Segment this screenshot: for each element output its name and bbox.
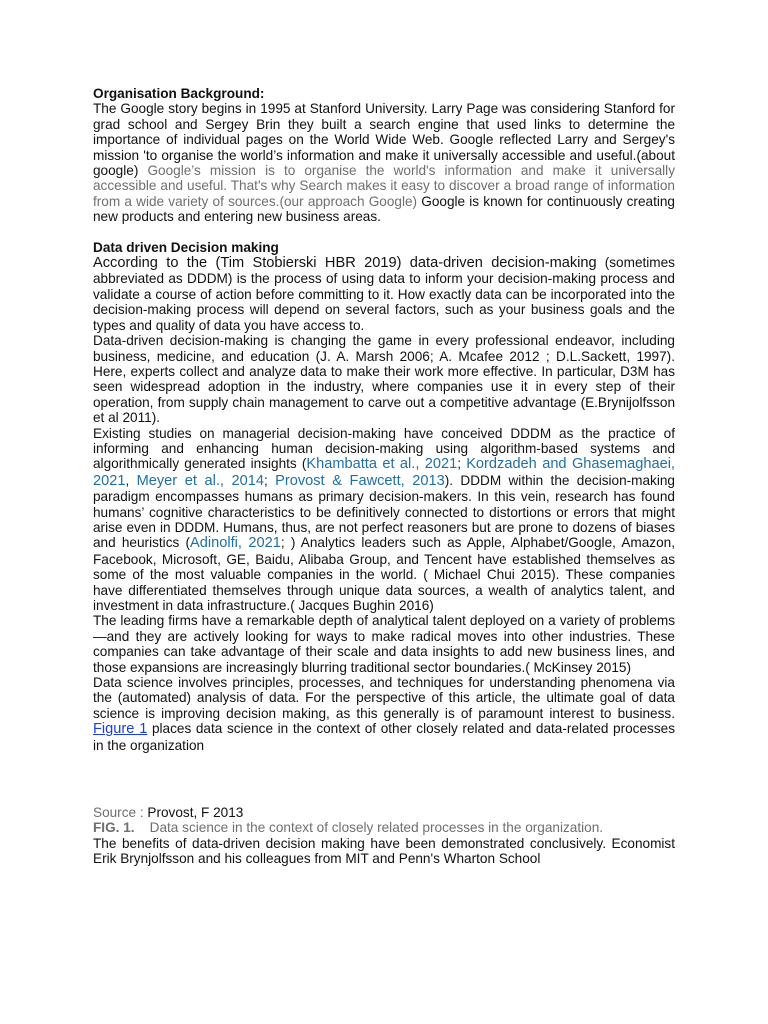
paragraph-text: , [125,472,137,488]
organisation-background-paragraph [93,101,675,224]
figure-caption-text: Data science in the context of closely related processes in the organization. [149,820,604,836]
figure-placeholder [93,753,675,805]
citation-link[interactable]: Meyer et al., 2014 [136,472,265,489]
paragraph-text: The Google story begins in 1995 at Stanford University. Larry Page was considering Stanford for grad school and Sergey Brin they built a search engine that used links to determine the importance of individual pages on the World Wide Web. Google reflected Larry and Sergey's mission 'to organise the world’s information and make it universally accessible and useful.(about google) [93,101,675,179]
citation-link[interactable]: Khambatta et al., 2021 [306,456,458,473]
citation-link[interactable]: Adinolfi, 2021 [190,535,281,552]
citation-link[interactable]: Kordzadeh and Ghasemaghaei, 2021 [93,456,675,489]
data-driven-heading: Data driven Decision making [93,239,279,255]
dddm-impact-paragraph: Data-driven decision-making is changing the game in every professional endeavor, including business, medicine, and education (J. A. Marsh 2006; A. Mcafee 2012 ; D.L.Sackett, 1997). Here, experts collect and analyze data to make their work more effective. In particular, D3M has seen widespread adoption in the industry, where companies use it in every step of their operation, from supply chain management to carve out a competitive advantage (E.Brynijolfsson et al 2011). [93,333,675,426]
paragraph-text: (sometimes abbreviated as DDDM) is the process of using data to inform your decision-making process and validate a course of action before committing to it. How exactly data can be incorporated into the decision-making process will depend on several factors, such as your business goals and the types and quality of data you have access to. [93,255,675,333]
paragraph-text: Google is known for continuously creating new products and entering new business areas. [93,193,675,225]
data-science-paragraph [93,675,675,753]
leading-firms-paragraph: The leading firms have a remarkable depth of analytical talent deployed on a variety of problems—and they are actively looking for ways to make radical moves into other industries. These companies can take advantage of their scale and data insights to add new business lines, and those expansions are increasingly blurring traditional sector boundaries.( McKinsey 2015) [93,613,675,675]
source-value: Provost, F 2013 [147,805,244,821]
paragraph-text: ). DDDM within the decision-making paradigm encompasses humans as primary decision-makers. In this vein, research has found humans’ cognitive characteristics to be definitively connected to distortions or errors that might arise even in DDDM. Humans, thus, are not perfect reasoners but are prone to dozens of biases and heuristics ( [93,472,675,551]
source-label: Source : [93,805,148,821]
figure-1-link[interactable]: Figure 1 [93,721,148,738]
spacer [93,225,675,240]
figure-label: FIG. 1. [93,820,135,836]
paragraph-text: places data science in the context of other closely related and data-related processes in the organization [93,721,675,753]
paragraph-text: ; [264,472,276,488]
managerial-studies-paragraph [93,426,675,614]
dddm-definition-paragraph [93,255,675,333]
figure-source [93,805,675,820]
quoted-mission-text: Google’s mission is to organise the world's information and make it universally accessible and useful. That's why Search makes it easy to discover a broad range of information from a wide variety of sources.(our approach Google) [93,163,676,209]
benefits-paragraph: The benefits of data-driven decision making have been demonstrated conclusively. Economist Erik Brynjolfsson and his colleagues from MIT and Penn's Wharton School [93,835,675,867]
paragraph-text: ; [457,456,467,472]
paragraph-text: Existing studies on managerial decision-making have conceived DDDM as the practice of informing and enhancing human decision-making using algorithm-based systems and algorithmically generated insights ( [93,425,675,472]
paragraph-text: ; ) Analytics leaders such as Apple, Alphabet/Google, Amazon, Facebook, Microsoft, GE, Baidu, Alibaba Group, and Tencent have established themselves as some of the most valuable companies in the world. ( Michael Chui 2015). These companies have differentiated themselves through unique data sources, a wealth of analytics talent, and investment in data infrastructure.( Jacques Bughin 2016) [93,535,675,613]
document-page [93,86,675,867]
figure-caption [93,820,675,835]
organisation-background-heading: Organisation Background: [93,86,265,101]
citation-link[interactable]: Provost & Fawcett, 2013 [275,472,445,489]
paragraph-text: According to the (Tim Stobierski HBR 2019) data-driven decision-making [93,255,597,272]
paragraph-text: Data science involves principles, processes, and techniques for understanding phenomena via the (automated) analysis of data. For the perspective of this article, the ultimate goal of data science is improving decision making, as this generally is of paramount interest to business. [93,675,675,721]
